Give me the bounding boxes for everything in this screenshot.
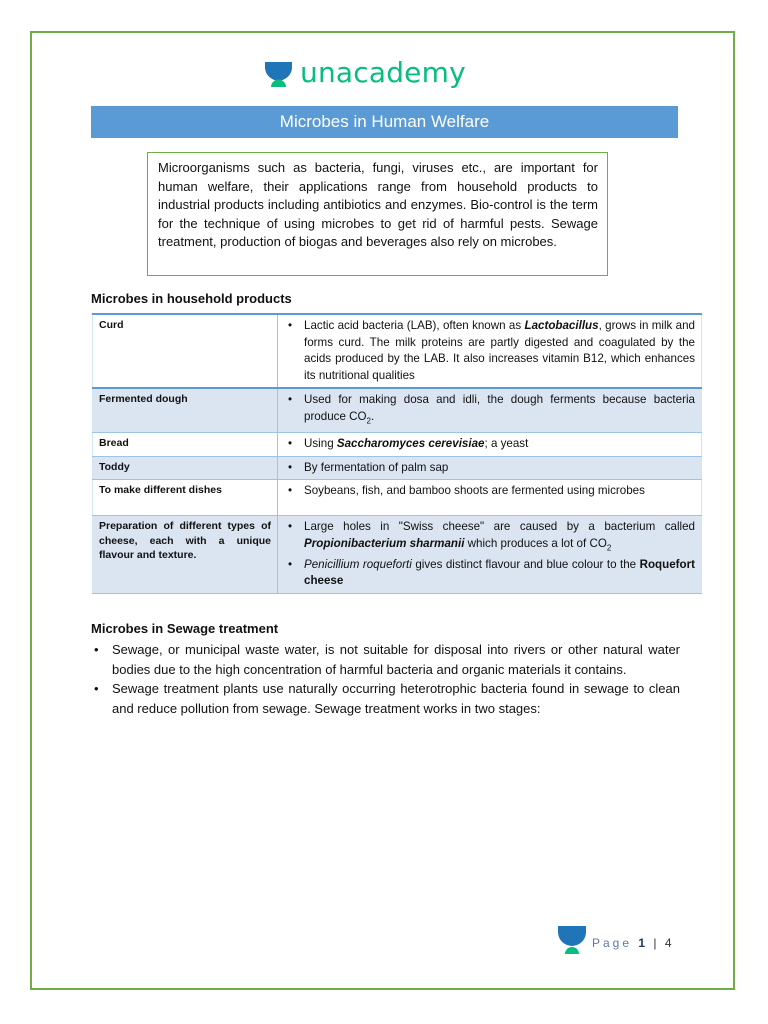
intro-box <box>147 152 608 276</box>
page-title-banner <box>91 106 678 138</box>
table-row <box>93 433 702 457</box>
row-content <box>278 314 702 388</box>
row-label: Preparation of different types of cheese, each with a unique flavour and texture. <box>93 516 278 593</box>
row-label: Curd <box>93 314 278 388</box>
row-label: Bread <box>93 433 278 457</box>
row-content <box>278 388 702 433</box>
household-heading: Microbes in household products <box>91 291 292 306</box>
brand-logo <box>265 56 466 92</box>
unacademy-logo-icon <box>265 61 292 87</box>
list-item: • Penicillium roqueforti gives distinct flavour and blue colour to the Roquefort cheese <box>284 557 695 590</box>
list-item: • Sewage treatment plants use naturally occurring heterotrophic bacteria found in sewage to clean and reduce pollution from sewage. Sewage treatment works in two stages: <box>90 679 680 718</box>
brand-name: unacademy <box>300 55 466 89</box>
row-label: Fermented dough <box>93 388 278 433</box>
list-item: • Sewage, or municipal waste water, is not suitable for disposal into rivers or other natural water bodies due to the high concentration of harmful bacteria and organic materials it contains. <box>90 640 680 679</box>
list-item: • Used for making dosa and idli, the dough ferments because bacteria produce $CO_2$. <box>284 392 695 429</box>
table-row <box>93 516 702 593</box>
list-item: • By fermentation of palm sap <box>284 460 695 477</box>
sewage-heading: Microbes in Sewage treatment <box>91 621 279 636</box>
page-footer <box>558 926 674 954</box>
row-label: To make different dishes <box>93 480 278 516</box>
row-content <box>278 456 702 480</box>
row-content <box>278 516 702 593</box>
list-item: • Soybeans, fish, and bamboo shoots are fermented using microbes <box>284 483 695 500</box>
row-content <box>278 480 702 516</box>
table-row <box>93 388 702 433</box>
list-item: • Large holes in "Swiss cheese" are caused by a bacterium called Propionibacterium sharmanii which produces a lot of $CO_2$ <box>284 519 695 556</box>
list-item: • Using Saccharomyces cerevisiae; a yeast <box>284 436 695 453</box>
row-label: Toddy <box>93 456 278 480</box>
table-row <box>93 480 702 516</box>
unacademy-logo-icon <box>558 926 586 954</box>
table-row <box>93 456 702 480</box>
page-number: Page 1 | 4 <box>592 936 674 950</box>
list-item: • Lactic acid bacteria (LAB), often known as Lactobacillus, grows in milk and forms curd. The milk proteins are partly digested and coagulated by the acids produced by the LAB. It also increases vitamin B12, which enhances its nutritional qualities <box>284 318 695 384</box>
sewage-list <box>90 640 680 718</box>
page-title: Microbes in Human Welfare <box>279 112 490 131</box>
table-row <box>93 314 702 388</box>
household-table <box>92 313 702 594</box>
intro-text: Microorganisms such as bacteria, fungi, viruses etc., are important for human welfare, their applications range from household products to industrial products including antibiotics and enzymes. Bio-control is the term for the technique of using microbes to get rid of harmful pests. Sewage treatment, production of biogas and beverages also rely on microbes. <box>158 160 598 250</box>
row-content <box>278 433 702 457</box>
